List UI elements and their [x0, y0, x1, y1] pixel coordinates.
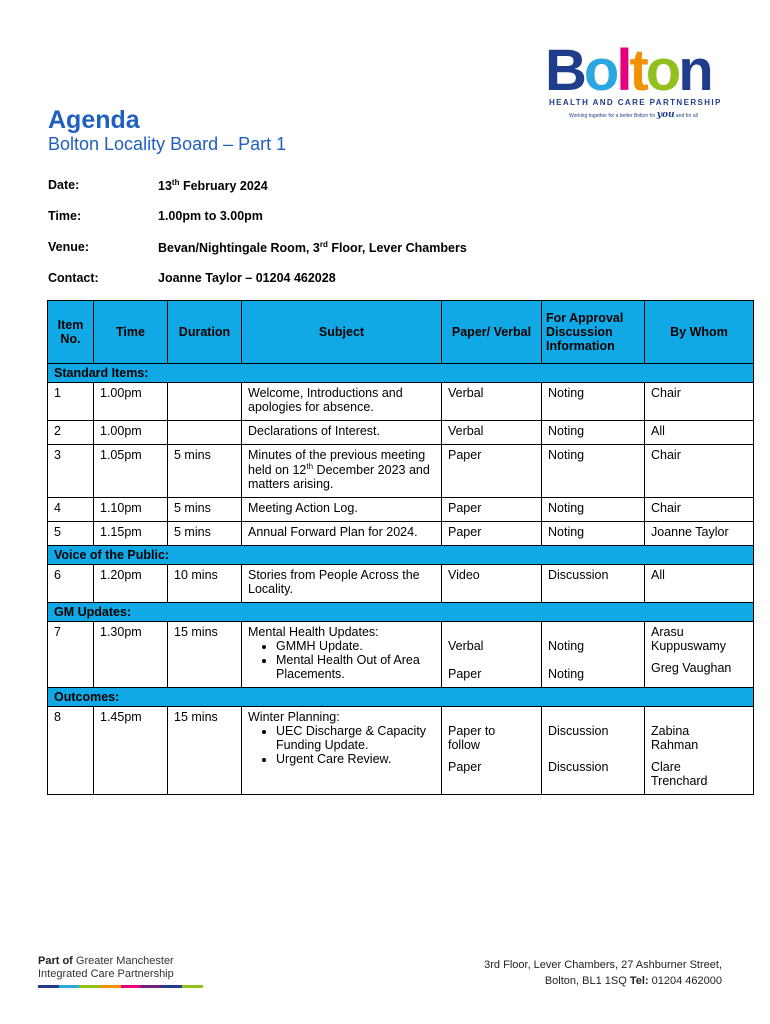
logo-subline-you: you: [656, 110, 675, 120]
item-paper: Video: [442, 565, 542, 603]
item-no: 8: [48, 707, 94, 795]
logo-letter: n: [678, 38, 711, 103]
item-by: All: [645, 565, 754, 603]
table-row: [48, 421, 754, 445]
item-duration: 5 mins: [168, 445, 242, 498]
date-label: Date:: [48, 178, 80, 192]
item-time: 1.05pm: [94, 445, 168, 498]
table-row: [48, 522, 754, 546]
item-duration: [168, 383, 242, 421]
item-paper: Verbal: [442, 383, 542, 421]
item-for: Noting: [542, 498, 645, 522]
time-label: Time:: [48, 209, 82, 223]
contact-value: Joanne Taylor – 01204 462028: [158, 271, 336, 285]
header-by-whom: By Whom: [645, 301, 754, 364]
header-item-no: Item No.: [48, 301, 94, 364]
item-paper: Paper: [442, 522, 542, 546]
table-row: [48, 622, 754, 688]
item-by: Chair: [645, 383, 754, 421]
item-subject: Declarations of Interest.: [242, 421, 442, 445]
item-by: Chair: [645, 498, 754, 522]
logo-subline-pre: Working together for a better Bolton for: [569, 113, 656, 119]
logo-letter: l: [616, 38, 630, 103]
logo-subline-post: and for all: [675, 113, 698, 119]
subject-bullets: [248, 639, 435, 681]
venue-label: Venue:: [48, 240, 89, 254]
table-row: [48, 445, 754, 498]
header-time: Time: [94, 301, 168, 364]
section-header: Outcomes:: [48, 688, 754, 707]
footer-color-bar: [38, 985, 203, 988]
item-for: Discussion Discussion: [542, 707, 645, 795]
item-paper: Verbal: [442, 421, 542, 445]
item-by: All: [645, 421, 754, 445]
item-no: 7: [48, 622, 94, 688]
item-subject: Meeting Action Log.: [242, 498, 442, 522]
bullet-item: • UEC Discharge & Capacity Funding Update.: [276, 724, 435, 752]
item-no: 5: [48, 522, 94, 546]
item-by: Arasu Kuppuswamy Greg Vaughan: [645, 622, 754, 688]
section-header: Standard Items:: [48, 364, 754, 383]
logo-tagline: HEALTH AND CARE PARTNERSHIP: [549, 98, 722, 107]
time-value: 1.00pm to 3.00pm: [158, 209, 263, 223]
item-subject: Annual Forward Plan for 2024.: [242, 522, 442, 546]
item-by: Chair: [645, 445, 754, 498]
item-duration: [168, 421, 242, 445]
logo-letter: o: [645, 38, 679, 103]
item-duration: 15 mins: [168, 707, 242, 795]
item-no: 1: [48, 383, 94, 421]
item-subject: [242, 707, 442, 795]
meeting-details: [48, 178, 608, 302]
item-no: 3: [48, 445, 94, 498]
section-header: GM Updates:: [48, 603, 754, 622]
address-line-1: 3rd Floor, Lever Chambers, 27 Ashburner Street,: [484, 959, 722, 971]
bullet-item: • GMMH Update.: [276, 639, 435, 653]
time-row: [48, 209, 608, 240]
item-subject: Welcome, Introductions and apologies for absence.: [242, 383, 442, 421]
item-time: 1.00pm: [94, 383, 168, 421]
item-subject: [242, 622, 442, 688]
item-for: Discussion: [542, 565, 645, 603]
item-duration: 15 mins: [168, 622, 242, 688]
logo-letter: B: [545, 38, 584, 103]
table-row: [48, 565, 754, 603]
logo-letter: t: [629, 38, 646, 103]
item-time: 1.30pm: [94, 622, 168, 688]
header-subject: Subject: [242, 301, 442, 364]
item-for: Noting Noting: [542, 622, 645, 688]
section-header: Voice of the Public:: [48, 546, 754, 565]
table-header-row: [48, 301, 754, 364]
date-row: [48, 178, 608, 209]
item-for: Noting: [542, 445, 645, 498]
item-no: 2: [48, 421, 94, 445]
item-by: Joanne Taylor: [645, 522, 754, 546]
table-row: [48, 383, 754, 421]
venue-row: [48, 240, 608, 271]
item-for: Noting: [542, 522, 645, 546]
page-subtitle: Bolton Locality Board – Part 1: [48, 134, 287, 154]
header-for: For Approval Discussion Information: [542, 301, 645, 364]
subject-heading: Mental Health Updates:: [248, 625, 379, 640]
date-value: 13th February 2024: [158, 178, 268, 194]
item-time: 1.45pm: [94, 707, 168, 795]
agenda-table: [47, 300, 754, 795]
item-paper: Paper to follow Paper: [442, 707, 542, 795]
contact-row: [48, 271, 608, 302]
gm-partnership-logo: Part of Greater Manchester Integrated Care Partnership: [38, 955, 174, 980]
logo-letter: o: [583, 38, 617, 103]
item-paper: Paper: [442, 498, 542, 522]
item-time: 1.15pm: [94, 522, 168, 546]
item-for: Noting: [542, 421, 645, 445]
venue-value: Bevan/Nightingale Room, 3rd Floor, Lever Chambers: [158, 240, 467, 256]
item-time: 1.20pm: [94, 565, 168, 603]
bullet-item: • Mental Health Out of Area Placements.: [276, 653, 435, 681]
item-duration: 10 mins: [168, 565, 242, 603]
logo-subline: [569, 110, 698, 120]
page-title: Agenda: [48, 106, 140, 134]
item-time: 1.00pm: [94, 421, 168, 445]
bullet-item: • Urgent Care Review.: [276, 752, 435, 766]
item-no: 6: [48, 565, 94, 603]
header-paper-verbal: Paper/ Verbal: [442, 301, 542, 364]
item-no: 4: [48, 498, 94, 522]
item-by: Zabina Rahman Clare Trenchard: [645, 707, 754, 795]
item-duration: 5 mins: [168, 498, 242, 522]
contact-label: Contact:: [48, 271, 99, 285]
address-line-2: Bolton, BL1 1SQ Tel: 01204 462000: [544, 975, 722, 987]
item-time: 1.10pm: [94, 498, 168, 522]
header-duration: Duration: [168, 301, 242, 364]
subject-bullets: [248, 724, 435, 766]
table-row: [48, 498, 754, 522]
item-for: Noting: [542, 383, 645, 421]
subject-heading: Winter Planning:: [248, 710, 340, 725]
table-row: [48, 707, 754, 795]
item-paper: Paper: [442, 445, 542, 498]
item-subject: Stories from People Across the Locality.: [242, 565, 442, 603]
bolton-logo: [545, 38, 730, 122]
footer-address: [484, 957, 722, 989]
item-duration: 5 mins: [168, 522, 242, 546]
item-paper: Verbal Paper: [442, 622, 542, 688]
item-subject: Minutes of the previous meeting held on 12th December 2023 and matters arising.: [242, 445, 442, 498]
